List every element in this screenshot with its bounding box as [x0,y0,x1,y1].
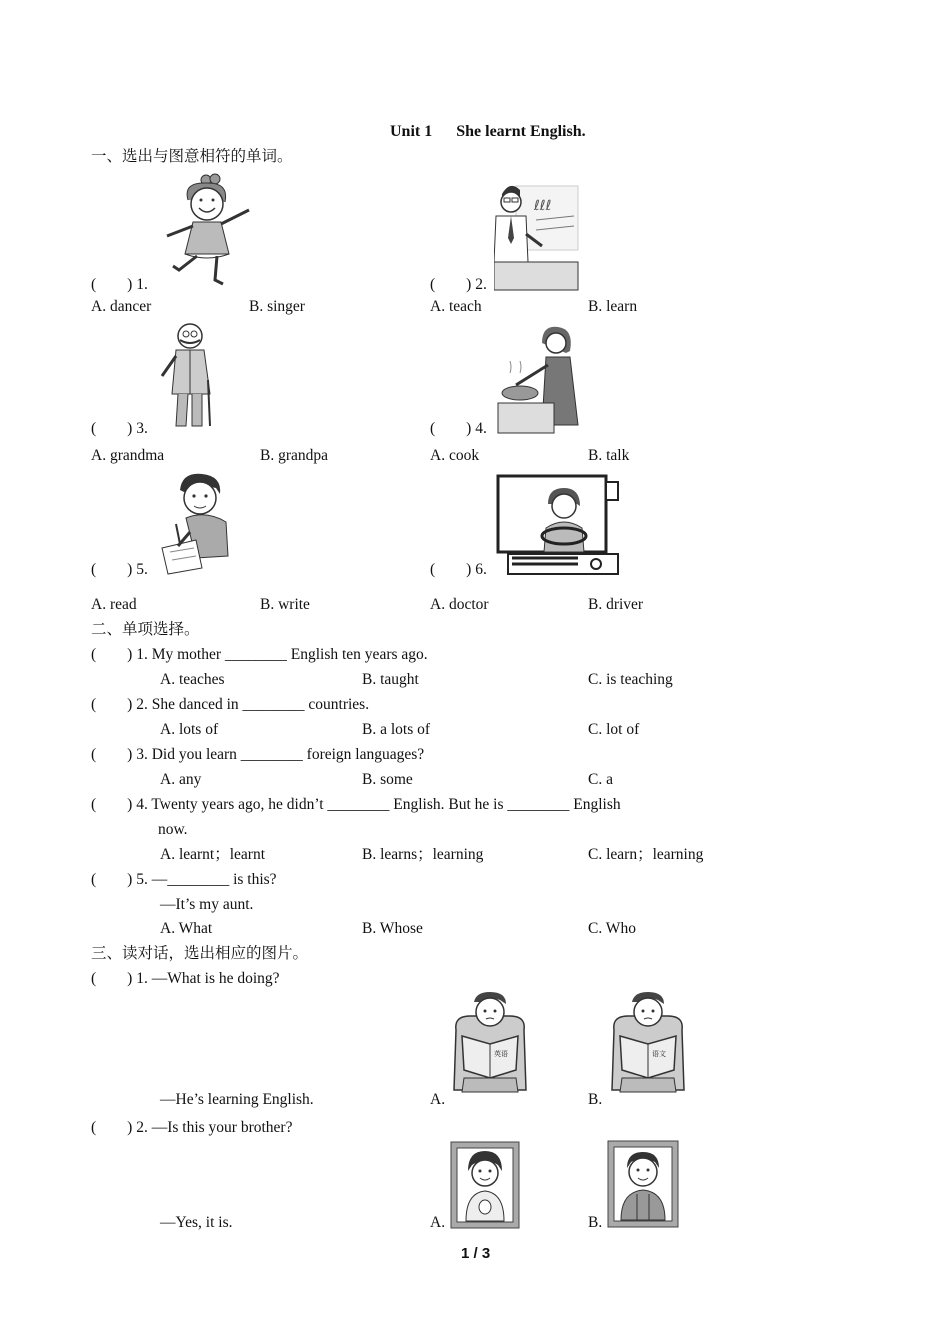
s2-q3-option-a: A. any [160,771,202,788]
s1-item3-option-b: B. grandpa [260,447,329,464]
s1-item4-option-a: A. cook [430,447,480,464]
old-man-icon [158,320,218,432]
s1-item1-option-a: A. dancer [91,298,152,315]
s3-q1-option-a: A. [430,1091,446,1108]
s2-q5-option-b: B. Whose [362,920,423,937]
s1-item3-option-a: A. grandma [91,447,165,464]
s2-q5-option-a: A. What [160,920,213,937]
s2-q5-stem: ( ) 5. —________ is this? [91,871,277,888]
s2-q2-option-a: A. lots of [160,721,219,738]
book-a-label: 英语 [494,1050,508,1058]
s3-q1-option-b: B. [588,1091,603,1108]
s2-q4-stem: ( ) 4. Twenty years ago, he didn’t ________ English. But he is ________ English [91,796,621,813]
s2-q4-option-b: B. learns；learning [362,846,484,863]
s1-item1-number: ( ) 1. [91,276,148,293]
s2-q3-stem: ( ) 3. Did you learn ________ foreign languages? [91,746,425,763]
boy-writing-icon [156,470,232,576]
s3-q2-stem: ( ) 2. —Is this your brother? [91,1119,293,1136]
s1-item4-number: ( ) 4. [430,420,487,437]
s1-item6-number: ( ) 6. [430,561,487,578]
s1-item5-number: ( ) 5. [91,561,148,578]
s2-q2-option-c: C. lot of [588,721,640,738]
s1-item5-option-a: A. read [91,596,137,613]
s1-item4-option-b: B. talk [588,447,630,464]
s3-q2-answer: —Yes, it is. [160,1214,233,1231]
s1-item5-option-b: B. write [260,596,310,613]
s1-item2-option-b: B. learn [588,298,638,315]
s2-q2-option-b: B. a lots of [362,721,431,738]
section2-heading: 二、单项选择。 [91,621,200,638]
boy-portrait-icon [607,1140,679,1228]
man-teaching-icon [494,176,580,292]
s1-item2-number: ( ) 2. [430,276,487,293]
s2-q1-option-c: C. is teaching [588,671,673,688]
svg-text:ℓℓℓ: ℓℓℓ [534,198,552,214]
page-number: 1 / 3 [461,1245,491,1262]
girl-portrait-icon [450,1141,520,1229]
s3-q2-option-a: A. [430,1214,446,1231]
s2-q3-option-b: B. some [362,771,413,788]
s1-item1-option-b: B. singer [249,298,305,315]
woman-cooking-icon [496,323,580,435]
page-title: Unit 1 She learnt English. [390,123,586,140]
girl-dancing-icon [163,170,255,288]
s2-q1-option-b: B. taught [362,671,419,688]
s3-q1-answer: —He’s learning English. [160,1091,314,1108]
s2-q4-option-a: A. learnt；learnt [160,846,266,863]
book-b-label: 语文 [652,1050,666,1058]
boy-reading-english-icon [450,990,530,1096]
s2-q4-option-c: C. learn；learning [588,846,704,863]
woman-driving-icon [494,472,622,578]
s1-item3-number: ( ) 3. [91,420,148,437]
s1-item6-option-a: A. doctor [430,596,489,613]
s3-q2-option-b: B. [588,1214,603,1231]
s2-q1-stem: ( ) 1. My mother ________ English ten years ago. [91,646,428,663]
s2-q3-option-c: C. a [588,771,613,788]
s2-q2-stem: ( ) 2. She danced in ________ countries. [91,696,370,713]
s2-q4-stem-continued: now. [158,821,188,838]
s2-q1-option-a: A. teaches [160,671,225,688]
s1-item2-option-a: A. teach [430,298,482,315]
s1-item6-option-b: B. driver [588,596,644,613]
s2-q5-option-c: C. Who [588,920,636,937]
section3-heading: 三、读对话，选出相应的图片。 [91,945,309,962]
section1-heading: 一、选出与图意相符的单词。 [91,148,293,165]
boy-reading-chinese-icon [608,990,688,1096]
s2-q5-reply: —It’s my aunt. [160,896,254,913]
s3-q1-stem: ( ) 1. —What is he doing? [91,970,280,987]
